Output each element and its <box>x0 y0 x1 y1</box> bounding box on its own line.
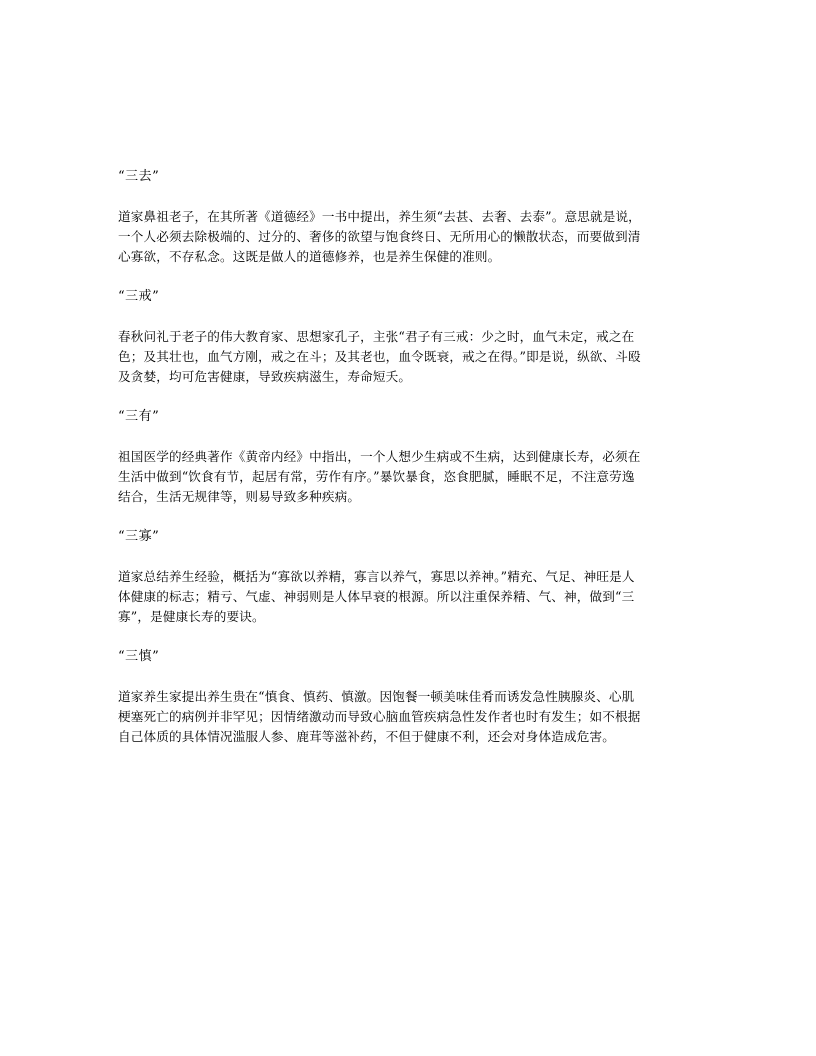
section-heading: “三有” <box>118 409 160 424</box>
section-paragraph <box>118 207 698 267</box>
section-paragraph <box>118 447 698 507</box>
section-san-you <box>118 407 698 507</box>
paragraph-line: 道家鼻祖老子，在其所著《道德经》一书中提出，养生须“去甚、去奢、去泰”。意思就是说， <box>118 209 641 224</box>
section-heading: “三戒” <box>118 289 160 304</box>
paragraph-line: 梗塞死亡的病例并非罕见；因情绪激动而导致心脑血管疾病急性发作者也时有发生；如不根据 <box>118 709 641 724</box>
section-san-gua <box>118 527 698 627</box>
section-paragraph <box>118 327 698 387</box>
paragraph-line: 春秋问礼于老子的伟大教育家、思想家孔子，主张“君子有三戒：少之时，血气未定，戒之在 <box>118 329 635 344</box>
section-san-qu <box>118 167 698 267</box>
paragraph-line: 结合，生活无规律等，则易导致多种疾病。 <box>118 489 361 504</box>
section-paragraph <box>118 567 698 627</box>
section-paragraph <box>118 687 698 747</box>
paragraph-line: 生活中做到“饮食有节，起居有常，劳作有序。”暴饮暴食，恣食肥腻，睡眠不足，不注意劳逸 <box>118 469 635 484</box>
section-san-shen <box>118 647 698 747</box>
section-heading: “三去” <box>118 169 160 184</box>
paragraph-line: 色；及其壮也，血气方刚，戒之在斗；及其老也，血令既衰，戒之在得。”即是说，纵欲、斗殴 <box>118 349 641 364</box>
paragraph-line: 道家养生家提出养生贵在“慎食、慎药、慎激。因饱餐一顿美味佳肴而诱发急性胰腺炎、心肌 <box>118 689 635 704</box>
paragraph-line: 体健康的标志；精亏、气虚、神弱则是人体早衰的根源。所以注重保养精、气、神，做到“三 <box>118 589 635 604</box>
document-content <box>118 167 698 767</box>
paragraph-line: 及贪婪，均可危害健康，导致疾病滋生，寿命短夭。 <box>118 369 412 384</box>
section-san-jie <box>118 287 698 387</box>
paragraph-line: 一个人必须去除极端的、过分的、奢侈的欲望与饱食终日、无所用心的懒散状态，而要做到清 <box>118 229 641 244</box>
paragraph-line: 祖国医学的经典著作《黄帝内经》中指出，一个人想少生病或不生病，达到健康长寿，必须在 <box>118 449 641 464</box>
paragraph-line: 心寡欲，不存私念。这既是做人的道德修养，也是养生保健的准则。 <box>118 249 501 264</box>
section-heading: “三寡” <box>118 529 160 544</box>
paragraph-line: 道家总结养生经验，概括为“寡欲以养精，寡言以养气，寡思以养神。”精充、气足、神旺是人 <box>118 569 635 584</box>
section-heading: “三慎” <box>118 649 160 664</box>
paragraph-line: 寡”，是健康长寿的要诀。 <box>118 609 265 624</box>
paragraph-line: 自己体质的具体情况滥服人参、鹿茸等滋补药，不但于健康不利，还会对身体造成危害。 <box>118 729 616 744</box>
